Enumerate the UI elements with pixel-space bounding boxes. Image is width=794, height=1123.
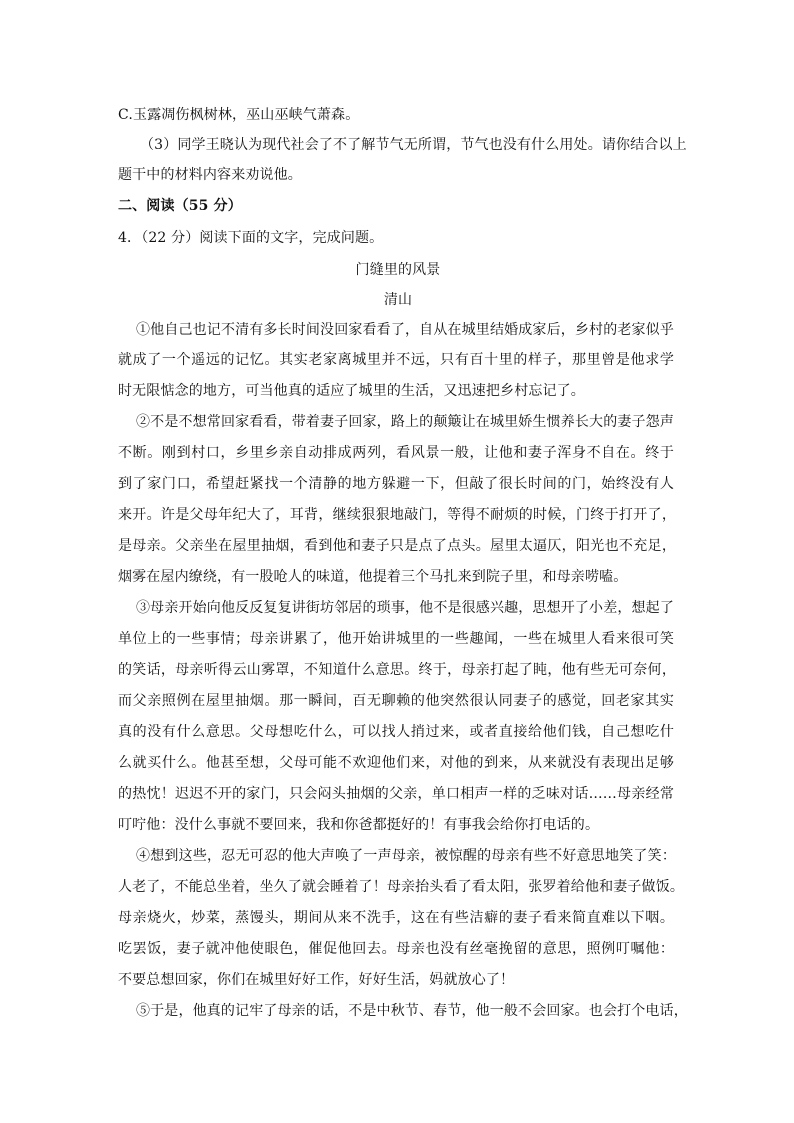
paragraph-4-line-1: ④想到这些，忍无可忍的他大声唤了一声母亲，被惊醒的母亲有些不好意思地笑了笑：: [136, 848, 676, 864]
paragraph-3-line-3: 的笑话，母亲听得云山雾罩，不知道什么意思。终于，母亲打起了盹，他有些无可奈何，: [118, 662, 676, 678]
paragraph-2-line-2: 不断。刚到村口，乡里乡亲自动排成两列，看风景一般，让他和妻子浑身不自在。终于: [118, 445, 674, 461]
article-author: 清山: [383, 292, 413, 308]
paragraph-4-line-3: 母亲烧火，炒菜，蒸馒头，期间从来不洗手，这在有些洁癖的妻子看来简直难以下咽。: [118, 910, 674, 926]
question-4-prompt: 4．（22 分）阅读下面的文字，完成问题。: [118, 230, 384, 246]
paragraph-3-line-8: 叮咛他：没什么事就不要回来，我和你爸都挺好的！有事我会给你打电话的。: [118, 817, 600, 833]
paragraph-3-line-7: 的热忱！迟迟不开的家门，只会闷头抽烟的父亲，单口相声一样的乏味对话……母亲经常: [118, 786, 674, 802]
paragraph-1-line-1: ①他自己也记不清有多长时间没回家看看了，自从在城里结婚成家后，乡村的老家似乎: [136, 322, 674, 338]
paragraph-4-line-5: 不要总想回家，你们在城里好好工作，好好生活，妈就放心了！: [118, 972, 515, 988]
paragraph-5-line-1: ⑤于是，他真的记牢了母亲的话，不是中秋节、春节，他一般不会回家。也会打个电话，: [136, 1003, 688, 1019]
paragraph-2-line-6: 烟雾在屋内缭绕，有一股呛人的味道，他提着三个马扎来到院子里，和母亲唠嗑。: [118, 569, 628, 585]
paragraph-4-line-4: 吃罢饭，妻子就冲他使眼色，催促他回去。母亲也没有丝毫挽留的意思，照例叮嘱他：: [118, 941, 674, 957]
paragraph-3-line-6: 么就买什么。他甚至想，父母可能不欢迎他们来，对他的到来，从来就没有表现出足够: [118, 755, 674, 771]
paragraph-2-line-4: 来开。许是父母年纪大了，耳背，继续狠狠地敲门，等得不耐烦的时候，门终于打开了，: [118, 507, 676, 523]
paragraph-2-line-1: ②不是不想常回家看看，带着妻子回家，路上的颠簸让在城里娇生惯养长大的妻子怨声: [136, 414, 674, 430]
paragraph-3-line-5: 真的没有什么意思。父母想吃什么，可以找人捎过来，或者直接给他们钱，自己想吃什: [118, 724, 674, 740]
article-title: 门缝里的风景: [355, 262, 441, 278]
paragraph-2-line-5: 是母亲。父亲坐在屋里抽烟，看到他和妻子只是点了点头。屋里太逼仄，阳光也不充足，: [118, 538, 676, 554]
question-3-line-1: （3）同学王晓认为现代社会了不了解节气无所谓，节气也没有什么用处。请你结合以上: [140, 137, 687, 153]
paragraph-2-line-3: 到了家门口，希望赶紧找一个清静的地方躲避一下，但敲了很长时间的门，始终没有人: [118, 476, 674, 492]
question-3-line-2: 题干中的材料内容来劝说他。: [118, 167, 302, 183]
paragraph-1-line-2: 就成了一个遥远的记忆。其实老家离城里并不远，只有百十里的样子，那里曾是他求学: [118, 352, 674, 368]
section-heading-reading: 二、阅读（55 分）: [118, 198, 242, 214]
paragraph-3-line-2: 单位上的一些事情；母亲讲累了，他开始讲城里的一些趣闻，一些在城里人看来很可笑: [118, 631, 674, 647]
paragraph-3-line-1: ③母亲开始向他反反复复讲街坊邻居的琐事，他不是很感兴趣，思想开了小差，想起了: [136, 600, 674, 616]
paragraph-4-line-2: 人老了，不能总坐着，坐久了就会睡着了！母亲抬头看了看太阳，张罗着给他和妻子做饭。: [118, 879, 684, 895]
paragraph-1-line-3: 时无限惦念的地方，可当他真的适应了城里的生活，又迅速把乡村忘记了。: [118, 383, 585, 399]
option-c-line: C.玉露凋伤枫树林，巫山巫峡气萧森。: [118, 107, 360, 123]
paragraph-3-line-4: 而父亲照例在屋里抽烟。那一瞬间，百无聊赖的他突然很认同妻子的感觉，回老家其实: [118, 693, 674, 709]
